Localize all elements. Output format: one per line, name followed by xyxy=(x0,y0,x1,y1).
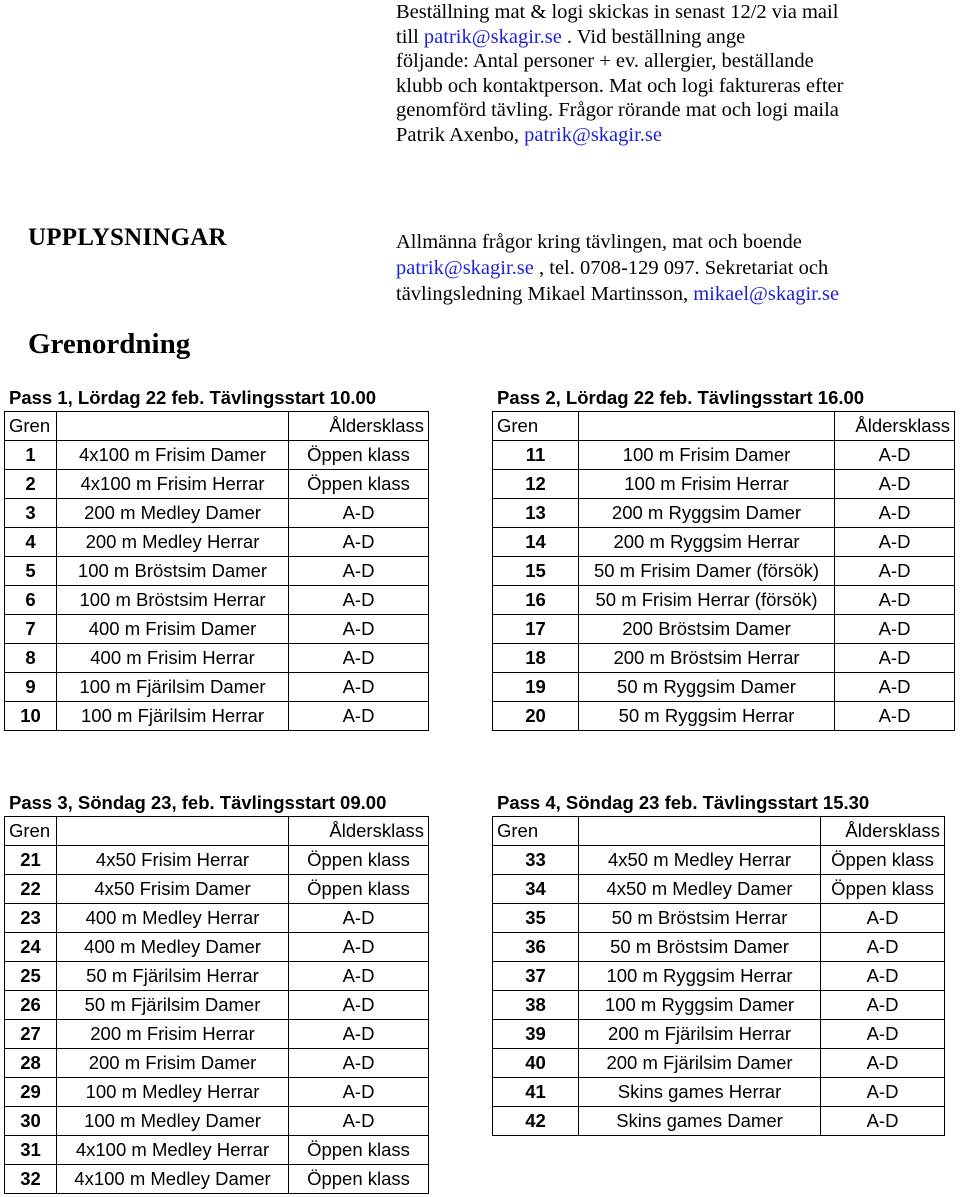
age-class: A-D xyxy=(289,962,429,991)
pass-1-table xyxy=(4,411,429,731)
age-class: A-D xyxy=(289,1078,429,1107)
event-number: 23 xyxy=(5,904,57,933)
table-row xyxy=(5,528,429,557)
contact-info-line: Allmänna frågor kring tävlingen, mat och boende xyxy=(396,231,802,253)
table-row xyxy=(493,1078,945,1107)
event-number: 7 xyxy=(5,615,57,644)
event-name: Skins games Herrar xyxy=(579,1078,821,1107)
age-class: A-D xyxy=(835,441,955,470)
pass-2-title: Pass 2, Lördag 22 feb. Tävlingsstart 16.00 xyxy=(497,387,865,408)
table-row xyxy=(5,702,429,731)
table-header-row xyxy=(493,412,955,441)
age-class: A-D xyxy=(289,615,429,644)
age-class: Öppen klass xyxy=(289,875,429,904)
age-class: A-D xyxy=(821,1107,945,1136)
age-class: A-D xyxy=(835,528,955,557)
event-name: 200 m Medley Damer xyxy=(57,499,289,528)
table-row xyxy=(5,1136,429,1165)
table-row xyxy=(493,615,955,644)
event-number: 18 xyxy=(493,644,579,673)
event-name: 200 Bröstsim Damer xyxy=(579,615,835,644)
age-class: A-D xyxy=(289,499,429,528)
event-name: 50 m Fjärilsim Herrar xyxy=(57,962,289,991)
event-number: 2 xyxy=(5,470,57,499)
event-name: 200 m Medley Herrar xyxy=(57,528,289,557)
age-class: A-D xyxy=(821,933,945,962)
event-number: 5 xyxy=(5,557,57,586)
event-number: 38 xyxy=(493,991,579,1020)
table-row xyxy=(493,586,955,615)
event-number: 26 xyxy=(5,991,57,1020)
upplysningar-heading: UPPLYSNINGAR xyxy=(28,224,227,251)
table-row xyxy=(5,470,429,499)
table-row xyxy=(5,846,429,875)
event-name: 100 m Bröstsim Herrar xyxy=(57,586,289,615)
order-info-text: till xyxy=(396,25,424,48)
event-number: 11 xyxy=(493,441,579,470)
table-row xyxy=(5,499,429,528)
pass-3-title: Pass 3, Söndag 23, feb. Tävlingsstart 09.00 xyxy=(9,792,387,813)
event-name: 400 m Frisim Herrar xyxy=(57,644,289,673)
event-number: 39 xyxy=(493,1020,579,1049)
event-number: 12 xyxy=(493,470,579,499)
event-name: 100 m Fjärilsim Herrar xyxy=(57,702,289,731)
age-class: A-D xyxy=(835,673,955,702)
table-row xyxy=(5,1165,429,1194)
table-row xyxy=(493,557,955,586)
table-row xyxy=(5,1107,429,1136)
header-gren: Gren xyxy=(5,412,57,441)
event-name: 4x100 m Frisim Damer xyxy=(57,441,289,470)
event-number: 19 xyxy=(493,673,579,702)
age-class: A-D xyxy=(821,1049,945,1078)
event-number: 16 xyxy=(493,586,579,615)
event-number: 22 xyxy=(5,875,57,904)
event-name: 100 m Fjärilsim Damer xyxy=(57,673,289,702)
event-name: 4x50 m Medley Damer xyxy=(579,875,821,904)
age-class: A-D xyxy=(835,499,955,528)
header-aldersklass: Åldersklass xyxy=(289,412,429,441)
event-name: 4x50 Frisim Herrar xyxy=(57,846,289,875)
event-number: 34 xyxy=(493,875,579,904)
table-row xyxy=(493,1107,945,1136)
event-number: 33 xyxy=(493,846,579,875)
event-number: 37 xyxy=(493,962,579,991)
table-row xyxy=(5,962,429,991)
event-name: 100 m Medley Damer xyxy=(57,1107,289,1136)
table-row xyxy=(5,933,429,962)
event-name: 200 m Ryggsim Herrar xyxy=(579,528,835,557)
event-number: 8 xyxy=(5,644,57,673)
pass-2-table xyxy=(492,411,955,731)
age-class: A-D xyxy=(289,991,429,1020)
event-name: 50 m Bröstsim Herrar xyxy=(579,904,821,933)
table-header-row xyxy=(493,817,945,846)
event-number: 9 xyxy=(5,673,57,702)
event-number: 13 xyxy=(493,499,579,528)
event-name: 200 m Fjärilsim Damer xyxy=(579,1049,821,1078)
event-name: 200 m Fjärilsim Herrar xyxy=(579,1020,821,1049)
event-number: 21 xyxy=(5,846,57,875)
event-number: 28 xyxy=(5,1049,57,1078)
age-class: A-D xyxy=(289,644,429,673)
table-row xyxy=(5,991,429,1020)
table-row xyxy=(5,1049,429,1078)
event-name: 4x50 m Medley Herrar xyxy=(579,846,821,875)
age-class: A-D xyxy=(835,615,955,644)
email-link-patrik[interactable]: patrik@skagir.se xyxy=(423,25,562,48)
table-row xyxy=(493,673,955,702)
event-number: 30 xyxy=(5,1107,57,1136)
age-class: A-D xyxy=(835,470,955,499)
age-class: A-D xyxy=(289,904,429,933)
event-name: 4x100 m Medley Herrar xyxy=(57,1136,289,1165)
table-row xyxy=(5,1078,429,1107)
age-class: A-D xyxy=(835,644,955,673)
contact-info-line xyxy=(396,281,916,307)
event-number: 42 xyxy=(493,1107,579,1136)
table-row xyxy=(493,528,955,557)
event-number: 29 xyxy=(5,1078,57,1107)
table-row xyxy=(5,673,429,702)
pass-1-title: Pass 1, Lördag 22 feb. Tävlingsstart 10.00 xyxy=(9,387,377,408)
event-number: 20 xyxy=(493,702,579,731)
event-number: 25 xyxy=(5,962,57,991)
event-name: 4x50 Frisim Damer xyxy=(57,875,289,904)
event-name: 4x100 m Frisim Herrar xyxy=(57,470,289,499)
table-row xyxy=(493,904,945,933)
event-name: 50 m Frisim Damer (försök) xyxy=(579,557,835,586)
pass-4-table xyxy=(492,816,945,1136)
email-link-patrik[interactable]: patrik@skagir.se xyxy=(524,123,662,146)
age-class: Öppen klass xyxy=(289,470,429,499)
event-name: 100 m Medley Herrar xyxy=(57,1078,289,1107)
order-info-line xyxy=(396,25,916,50)
grenordning-heading: Grenordning xyxy=(28,328,191,360)
event-name: 400 m Frisim Damer xyxy=(57,615,289,644)
order-info-text: Patrik Axenbo, xyxy=(396,123,525,146)
age-class: A-D xyxy=(289,1020,429,1049)
table-row xyxy=(5,615,429,644)
contact-info-line xyxy=(396,255,916,281)
age-class: Öppen klass xyxy=(821,846,945,875)
table-row xyxy=(5,875,429,904)
event-name: 100 m Ryggsim Damer xyxy=(579,991,821,1020)
age-class: A-D xyxy=(835,586,955,615)
event-number: 40 xyxy=(493,1049,579,1078)
event-number: 36 xyxy=(493,933,579,962)
age-class: A-D xyxy=(821,1078,945,1107)
event-name: 200 m Frisim Herrar xyxy=(57,1020,289,1049)
table-row xyxy=(493,933,945,962)
order-info-line: klubb och kontaktperson. Mat och logi faktureras efter xyxy=(396,74,844,97)
event-number: 6 xyxy=(5,586,57,615)
pass-4-title: Pass 4, Söndag 23 feb. Tävlingsstart 15.30 xyxy=(497,792,870,813)
table-header-row xyxy=(5,412,429,441)
age-class: Öppen klass xyxy=(821,875,945,904)
age-class: Öppen klass xyxy=(289,1136,429,1165)
event-name: 50 m Ryggsim Damer xyxy=(579,673,835,702)
age-class: A-D xyxy=(821,1020,945,1049)
table-row xyxy=(493,846,945,875)
order-info-text: . Vid beställning ange xyxy=(561,25,746,48)
contact-info-text: , tel. 0708-129 097. Sekretariat och xyxy=(533,257,829,279)
age-class: Öppen klass xyxy=(289,1165,429,1194)
order-info-line: genomförd tävling. Frågor rörande mat och logi maila xyxy=(396,99,839,121)
age-class: Öppen klass xyxy=(289,441,429,470)
table-row xyxy=(493,875,945,904)
event-name: 4x100 m Medley Damer xyxy=(57,1165,289,1194)
event-name: 200 m Bröstsim Herrar xyxy=(579,644,835,673)
header-empty xyxy=(57,817,289,846)
order-info-line: följande: Antal personer + ev. allergier, beställande xyxy=(396,50,814,72)
event-number: 10 xyxy=(5,702,57,731)
table-row xyxy=(493,702,955,731)
table-row xyxy=(493,991,945,1020)
header-aldersklass: Åldersklass xyxy=(821,817,945,846)
event-number: 17 xyxy=(493,615,579,644)
table-row xyxy=(5,904,429,933)
age-class: A-D xyxy=(821,991,945,1020)
table-row xyxy=(493,499,955,528)
table-row xyxy=(5,644,429,673)
event-name: 50 m Fjärilsim Damer xyxy=(57,991,289,1020)
age-class: A-D xyxy=(289,1049,429,1078)
header-aldersklass: Åldersklass xyxy=(835,412,955,441)
table-row xyxy=(5,441,429,470)
event-number: 24 xyxy=(5,933,57,962)
table-row xyxy=(5,1020,429,1049)
header-aldersklass: Åldersklass xyxy=(289,817,429,846)
age-class: A-D xyxy=(289,933,429,962)
event-name: 50 m Ryggsim Herrar xyxy=(579,702,835,731)
event-number: 1 xyxy=(5,441,57,470)
age-class: A-D xyxy=(289,557,429,586)
contact-info-text: tävlingsledning Mikael Martinsson, xyxy=(396,283,694,305)
age-class: A-D xyxy=(821,962,945,991)
order-info-line xyxy=(396,123,916,148)
event-name: 400 m Medley Damer xyxy=(57,933,289,962)
event-name: Skins games Damer xyxy=(579,1107,821,1136)
age-class: A-D xyxy=(835,557,955,586)
age-class: A-D xyxy=(821,904,945,933)
event-name: 200 m Frisim Damer xyxy=(57,1049,289,1078)
event-number: 4 xyxy=(5,528,57,557)
age-class: A-D xyxy=(289,528,429,557)
email-link-patrik[interactable]: patrik@skagir.se xyxy=(396,257,534,279)
table-row xyxy=(493,1049,945,1078)
event-number: 41 xyxy=(493,1078,579,1107)
event-number: 15 xyxy=(493,557,579,586)
event-name: 400 m Medley Herrar xyxy=(57,904,289,933)
age-class: A-D xyxy=(289,702,429,731)
event-number: 31 xyxy=(5,1136,57,1165)
table-header-row xyxy=(5,817,429,846)
header-empty xyxy=(579,817,821,846)
header-empty xyxy=(57,412,289,441)
order-info-line: Beställning mat & logi skickas in senast 12/2 via mail xyxy=(396,1,839,23)
age-class: A-D xyxy=(289,1107,429,1136)
age-class: A-D xyxy=(289,673,429,702)
table-row xyxy=(493,644,955,673)
event-name: 50 m Bröstsim Damer xyxy=(579,933,821,962)
age-class: A-D xyxy=(835,702,955,731)
event-number: 27 xyxy=(5,1020,57,1049)
header-gren: Gren xyxy=(493,412,579,441)
table-row xyxy=(493,962,945,991)
pass-3-table xyxy=(4,816,429,1194)
table-row xyxy=(493,441,955,470)
event-number: 14 xyxy=(493,528,579,557)
contact-info-paragraph xyxy=(396,229,916,307)
table-row xyxy=(493,470,955,499)
event-name: 200 m Ryggsim Damer xyxy=(579,499,835,528)
event-name: 100 m Ryggsim Herrar xyxy=(579,962,821,991)
event-name: 100 m Frisim Damer xyxy=(579,441,835,470)
header-gren: Gren xyxy=(5,817,57,846)
header-gren: Gren xyxy=(493,817,579,846)
age-class: Öppen klass xyxy=(289,846,429,875)
event-number: 3 xyxy=(5,499,57,528)
event-name: 100 m Bröstsim Damer xyxy=(57,557,289,586)
event-name: 50 m Frisim Herrar (försök) xyxy=(579,586,835,615)
age-class: A-D xyxy=(289,586,429,615)
event-number: 32 xyxy=(5,1165,57,1194)
table-row xyxy=(5,586,429,615)
table-row xyxy=(5,557,429,586)
event-number: 35 xyxy=(493,904,579,933)
order-info-paragraph xyxy=(396,0,916,147)
table-row xyxy=(493,1020,945,1049)
header-empty xyxy=(579,412,835,441)
event-name: 100 m Frisim Herrar xyxy=(579,470,835,499)
email-link-mikael[interactable]: mikael@skagir.se xyxy=(693,283,840,305)
